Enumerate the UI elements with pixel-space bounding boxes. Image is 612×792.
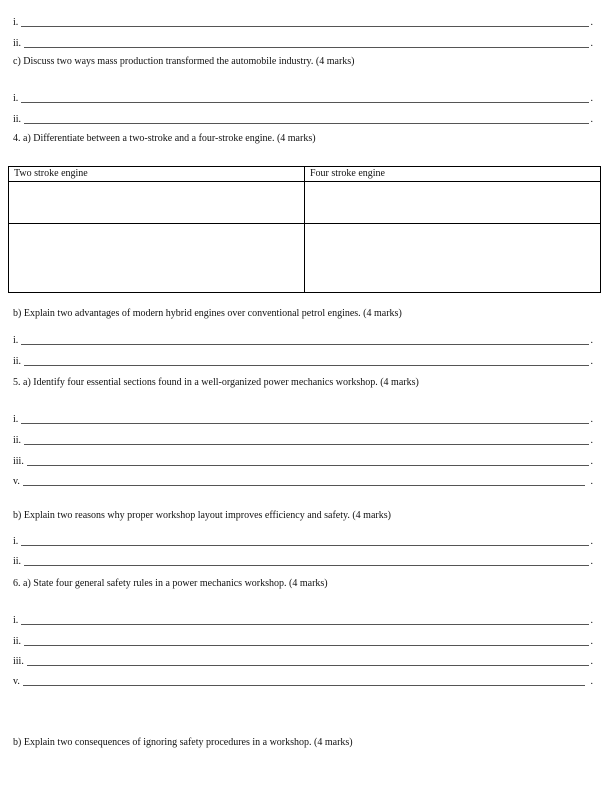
comparison-table [8,166,601,293]
answer-line[interactable]: ii. . [13,556,593,567]
answer-line[interactable]: iii. . [13,456,593,467]
question-5b: b) Explain two reasons why proper workshop layout improves efficiency and safety. (4 marks) [13,510,391,521]
answer-line[interactable]: ii. . [13,356,593,367]
answer-line[interactable]: i. . [13,17,593,28]
table-cell[interactable] [9,224,305,293]
answer-line[interactable]: i. . [13,335,593,346]
answer-line[interactable]: i. . [13,93,593,104]
table-header: Two stroke engine [9,167,305,182]
answer-line[interactable]: i. . [13,414,593,425]
answer-line[interactable]: v. . [13,676,593,687]
answer-line[interactable]: ii. . [13,114,593,125]
question-5a: 5. a) Identify four essential sections found in a well-organized power mechanics workshop. (4 marks) [13,377,419,388]
question-3c: c) Discuss two ways mass production transformed the automobile industry. (4 marks) [13,56,355,67]
question-6b: b) Explain two consequences of ignoring safety procedures in a workshop. (4 marks) [13,737,353,748]
answer-line[interactable]: i. . [13,615,593,626]
question-4b: b) Explain two advantages of modern hybrid engines over conventional petrol engines. (4 marks) [13,308,402,319]
table-cell[interactable] [305,224,601,293]
answer-line[interactable]: i. . [13,536,593,547]
answer-line[interactable]: ii. . [13,636,593,647]
answer-line[interactable]: ii. . [13,435,593,446]
question-4a: 4. a) Differentiate between a two-stroke and a four-stroke engine. (4 marks) [13,133,316,144]
table-header: Four stroke engine [305,167,601,182]
table-cell[interactable] [9,182,305,224]
table-cell[interactable] [305,182,601,224]
answer-line[interactable]: ii. . [13,38,593,49]
answer-line[interactable]: iii. . [13,656,593,667]
answer-line[interactable]: v. . [13,476,593,487]
question-6a: 6. a) State four general safety rules in a power mechanics workshop. (4 marks) [13,578,328,589]
